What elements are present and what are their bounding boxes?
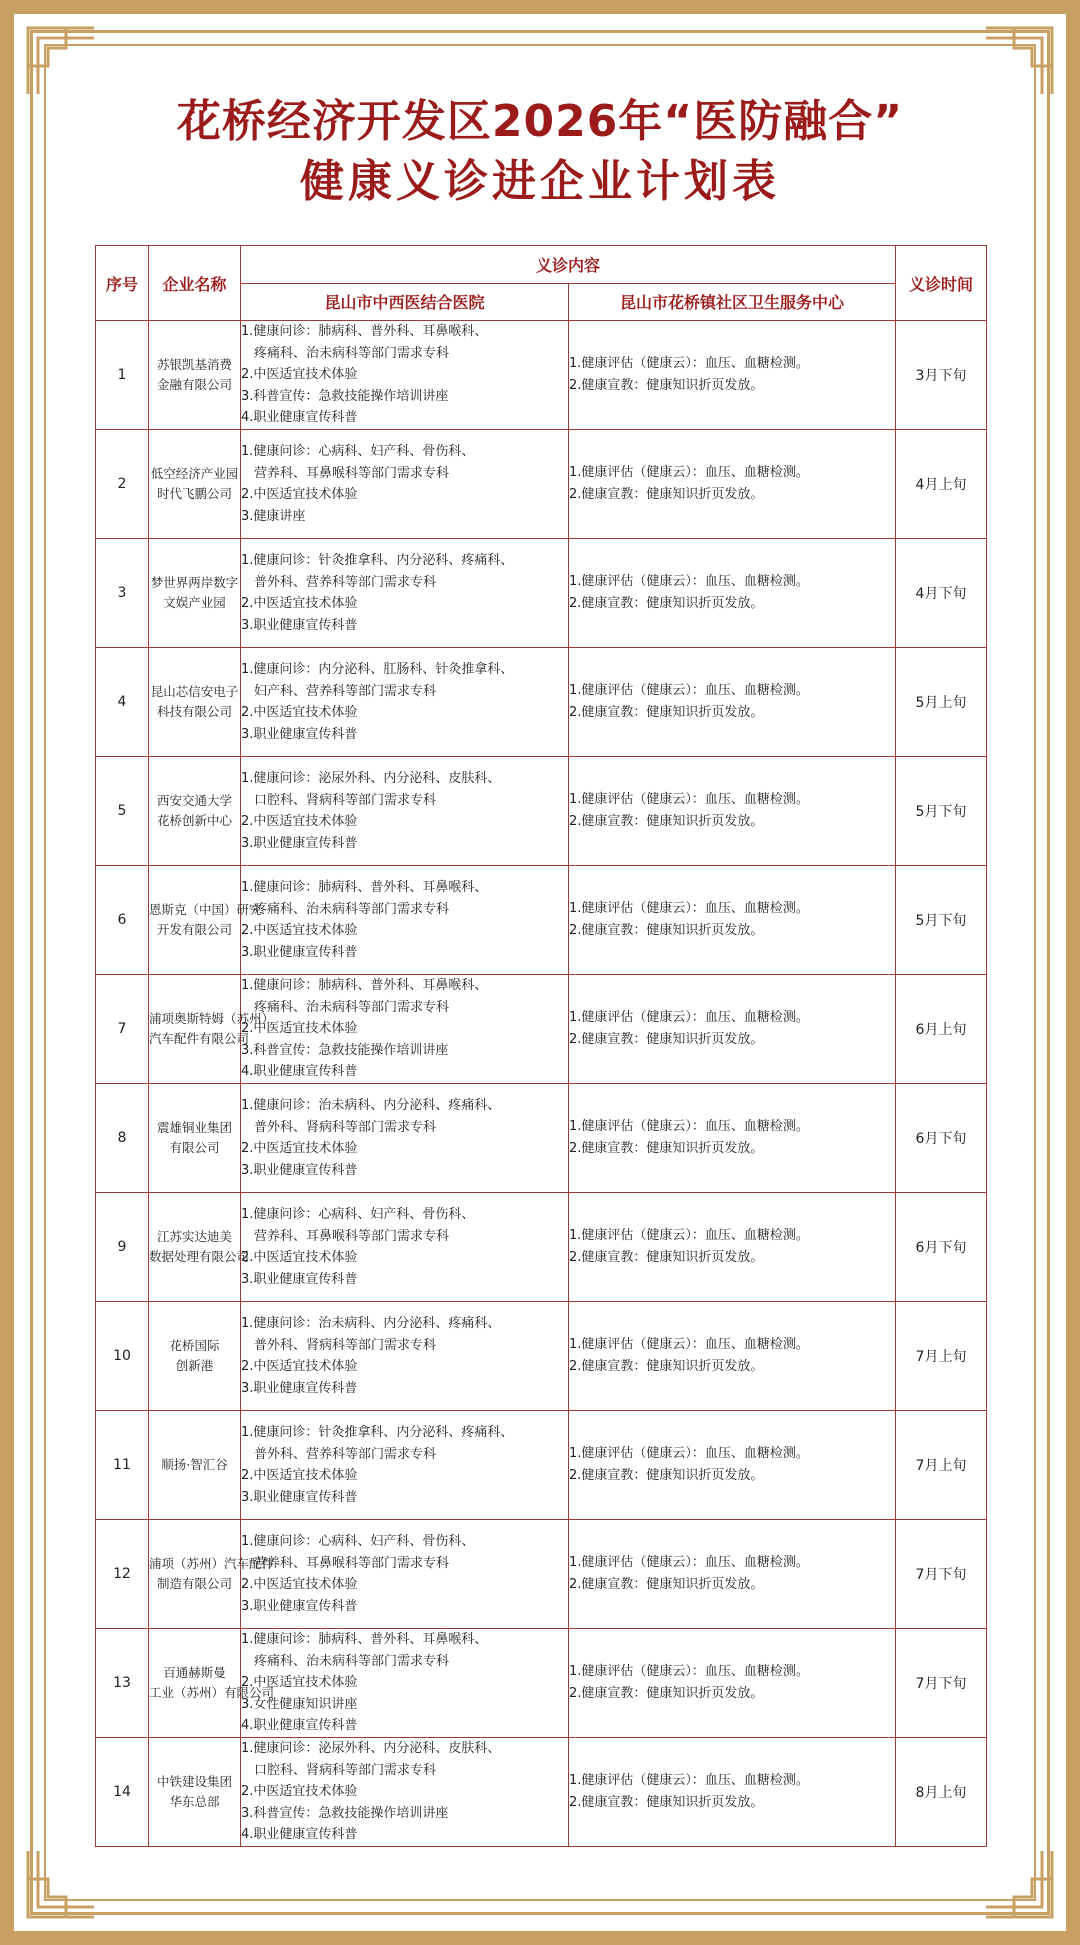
row-time: 5月下旬 <box>896 866 987 975</box>
content-line: 2.健康宣教：健康知识折页发放。 <box>569 1577 764 1592</box>
content-line: 1.健康问诊：心病科、妇产科、骨伤科、 <box>241 444 475 459</box>
row-hospital1-content <box>241 430 569 539</box>
content-line: 1.健康问诊：心病科、妇产科、骨伤科、 <box>241 1534 475 1549</box>
content-line: 1.健康评估（健康云）：血压、血糖检测。 <box>569 1773 809 1788</box>
row-hospital2-content <box>569 539 896 648</box>
content-line: 3.职业健康宣传科普 <box>241 1489 358 1505</box>
company-name-line: 江苏实达迪美 <box>156 1229 232 1244</box>
row-seq: 9 <box>96 1193 149 1302</box>
row-time: 7月下旬 <box>896 1629 987 1738</box>
content-line: 2.中医适宜技术体验 <box>241 1359 358 1374</box>
table-row <box>96 321 987 430</box>
content-line: 1.健康问诊：泌尿外科、内分泌科、皮肤科、 <box>241 771 501 786</box>
row-hospital1-content <box>241 648 569 757</box>
table-row <box>96 539 987 648</box>
row-hospital1-content <box>241 1302 569 1411</box>
corner-ornament-icon <box>984 26 1054 96</box>
row-company <box>149 539 241 648</box>
content-line: 1.健康问诊：心病科、妇产科、骨伤科、 <box>241 1207 475 1222</box>
content-line: 3.职业健康宣传科普 <box>241 1380 358 1396</box>
content-line: 2.中医适宜技术体验 <box>241 596 358 611</box>
content-line: 1.健康评估（健康云）：血压、血糖检测。 <box>569 1337 809 1352</box>
content-line: 4.职业健康宣传科普 <box>241 410 358 426</box>
company-name-line: 西安交通大学 <box>156 793 232 808</box>
content-line: 普外科、营养科等部门需求专科 <box>254 1446 437 1462</box>
row-hospital1-content <box>241 757 569 866</box>
company-name-line: 昆山芯信安电子 <box>150 684 239 699</box>
row-hospital2-content <box>569 1738 896 1847</box>
company-name-line: 梦世界两岸数字 <box>150 575 239 590</box>
content-line: 3.职业健康宣传科普 <box>241 1162 358 1178</box>
row-seq: 5 <box>96 757 149 866</box>
content-line: 普外科、营养科等部门需求专科 <box>254 574 437 590</box>
company-name-line: 开发有限公司 <box>156 922 232 937</box>
content-line: 2.中医适宜技术体验 <box>241 1784 358 1800</box>
page-title-line1: 花桥经济开发区2026年“医防融合” <box>176 96 904 147</box>
row-seq: 7 <box>96 975 149 1084</box>
row-seq: 14 <box>96 1738 149 1847</box>
row-hospital1-content <box>241 1411 569 1520</box>
row-seq: 11 <box>96 1411 149 1520</box>
content-line: 2.健康宣教：健康知识折页发放。 <box>569 1032 764 1047</box>
header-company: 企业名称 <box>149 246 241 321</box>
content-line: 2.中医适宜技术体验 <box>241 1141 358 1156</box>
content-line: 4.职业健康宣传科普 <box>241 1718 358 1734</box>
content-line: 1.健康评估（健康云）：血压、血糖检测。 <box>569 1119 809 1134</box>
row-hospital1-content <box>241 975 569 1084</box>
corner-ornament-icon <box>26 1849 96 1919</box>
row-seq: 10 <box>96 1302 149 1411</box>
row-time: 4月上旬 <box>896 430 987 539</box>
content-line: 1.健康问诊：治未病科、内分泌科、疼痛科、 <box>241 1098 501 1113</box>
content-line: 营养科、耳鼻喉科等部门需求专科 <box>254 1555 450 1571</box>
content-line: 3.健康讲座 <box>241 508 306 524</box>
row-hospital1-content <box>241 1193 569 1302</box>
row-company <box>149 757 241 866</box>
content-line: 1.健康评估（健康云）：血压、血糖检测。 <box>569 1446 809 1461</box>
row-company <box>149 430 241 539</box>
company-name-line: 百通赫斯曼 <box>163 1665 226 1680</box>
content-line: 1.健康问诊：肺病科、普外科、耳鼻喉科、 <box>241 880 488 895</box>
row-time: 7月上旬 <box>896 1411 987 1520</box>
row-time: 4月下旬 <box>896 539 987 648</box>
content-line: 2.健康宣教：健康知识折页发放。 <box>569 1141 764 1156</box>
company-name-line: 制造有限公司 <box>156 1576 232 1591</box>
content-line: 1.健康问诊：肺病科、普外科、耳鼻喉科、 <box>241 324 488 340</box>
table-row <box>96 757 987 866</box>
content-line: 疼痛科、治未病科等部门需求专科 <box>254 999 450 1015</box>
table-row <box>96 1193 987 1302</box>
company-name-line: 数据处理有限公司 <box>149 1249 250 1264</box>
content-line: 2.中医适宜技术体验 <box>241 923 358 938</box>
company-name-line: 有限公司 <box>169 1140 220 1155</box>
content-line: 1.健康评估（健康云）：血压、血糖检测。 <box>569 901 809 916</box>
content-line: 2.中医适宜技术体验 <box>241 1468 358 1483</box>
row-time: 3月下旬 <box>896 321 987 430</box>
content-line: 2.健康宣教：健康知识折页发放。 <box>569 1250 764 1265</box>
content-line: 3.科普宣传：急救技能操作培训讲座 <box>241 388 449 404</box>
row-hospital1-content <box>241 1738 569 1847</box>
content-line: 3.科普宣传：急救技能操作培训讲座 <box>241 1805 449 1821</box>
row-hospital2-content <box>569 1302 896 1411</box>
row-time: 8月上旬 <box>896 1738 987 1847</box>
content-line: 3.女性健康知识讲座 <box>241 1696 358 1712</box>
content-line: 2.中医适宜技术体验 <box>241 1021 358 1037</box>
content-line: 1.健康问诊：针灸推拿科、内分泌科、疼痛科、 <box>241 553 514 568</box>
company-name-line: 科技有限公司 <box>156 704 232 719</box>
content-line: 1.健康问诊：内分泌科、肛肠科、针灸推拿科、 <box>241 662 514 677</box>
content-line: 1.健康评估（健康云）：血压、血糖检测。 <box>569 356 809 371</box>
company-name-line: 浦项（苏州）汽车配件 <box>149 1556 275 1571</box>
content-line: 3.职业健康宣传科普 <box>241 835 358 851</box>
row-company <box>149 648 241 757</box>
content-line: 2.中医适宜技术体验 <box>241 1250 358 1265</box>
content-line: 2.中医适宜技术体验 <box>241 367 358 383</box>
content-line: 1.健康问诊：肺病科、普外科、耳鼻喉科、 <box>241 1632 488 1648</box>
row-seq: 13 <box>96 1629 149 1738</box>
content-line: 2.中医适宜技术体验 <box>241 1675 358 1691</box>
row-seq: 3 <box>96 539 149 648</box>
content-line: 2.健康宣教：健康知识折页发放。 <box>569 1795 764 1810</box>
row-hospital1-content <box>241 1084 569 1193</box>
row-seq: 6 <box>96 866 149 975</box>
row-hospital2-content <box>569 648 896 757</box>
row-hospital1-content <box>241 539 569 648</box>
corner-ornament-icon <box>984 1849 1054 1919</box>
row-hospital2-content <box>569 1520 896 1629</box>
row-hospital2-content <box>569 1084 896 1193</box>
row-time: 7月上旬 <box>896 1302 987 1411</box>
company-name-line: 时代飞鹏公司 <box>156 486 232 501</box>
row-time: 6月下旬 <box>896 1084 987 1193</box>
content-line: 1.健康评估（健康云）：血压、血糖检测。 <box>569 574 809 589</box>
row-time: 6月下旬 <box>896 1193 987 1302</box>
content-line: 2.健康宣教：健康知识折页发放。 <box>569 1468 764 1483</box>
header-hospital1: 昆山市中西医结合医院 <box>241 283 569 321</box>
content-line: 普外科、肾病科等部门需求专科 <box>254 1119 437 1135</box>
row-hospital2-content <box>569 1411 896 1520</box>
content-line: 3.职业健康宣传科普 <box>241 617 358 633</box>
content-line: 1.健康问诊：肺病科、普外科、耳鼻喉科、 <box>241 978 488 994</box>
content-line: 2.中医适宜技术体验 <box>241 487 358 502</box>
row-seq: 4 <box>96 648 149 757</box>
content-line: 1.健康评估（健康云）：血压、血糖检测。 <box>569 792 809 807</box>
header-content: 义诊内容 <box>241 246 896 284</box>
row-company <box>149 1411 241 1520</box>
row-hospital2-content <box>569 1193 896 1302</box>
content-line: 1.健康评估（健康云）：血压、血糖检测。 <box>569 1664 809 1679</box>
content-line: 营养科、耳鼻喉科等部门需求专科 <box>254 1228 450 1244</box>
company-name-line: 中铁建设集团 <box>156 1774 232 1789</box>
row-company <box>149 1629 275 1738</box>
corner-ornament-icon <box>26 26 96 96</box>
content-line: 4.职业健康宣传科普 <box>241 1827 358 1843</box>
row-seq: 12 <box>96 1520 149 1629</box>
row-seq: 2 <box>96 430 149 539</box>
company-name-line: 花桥国际 <box>169 1338 220 1353</box>
header-hospital2: 昆山市花桥镇社区卫生服务中心 <box>569 283 896 321</box>
company-name-line: 文娱产业园 <box>163 595 226 610</box>
content-line: 疼痛科、治未病科等部门需求专科 <box>254 901 450 917</box>
content-line: 疼痛科、治未病科等部门需求专科 <box>254 1653 450 1669</box>
company-name-line: 顺扬·智汇谷 <box>161 1457 228 1472</box>
row-company <box>149 975 275 1084</box>
row-hospital2-content <box>569 321 896 430</box>
content-line: 1.健康评估（健康云）：血压、血糖检测。 <box>569 465 809 480</box>
content-line: 妇产科、营养科等部门需求专科 <box>254 683 437 699</box>
row-company <box>149 321 241 430</box>
row-seq: 1 <box>96 321 149 430</box>
content-line: 2.中医适宜技术体验 <box>241 1577 358 1592</box>
table-row <box>96 1738 987 1847</box>
content-line: 2.中医适宜技术体验 <box>241 814 358 829</box>
company-name-line: 花桥创新中心 <box>156 813 232 828</box>
company-name-line: 低空经济产业园 <box>150 466 239 481</box>
company-name-line: 汽车配件有限公司 <box>149 1031 250 1046</box>
company-name-line: 华东总部 <box>169 1794 220 1809</box>
content-line: 普外科、肾病科等部门需求专科 <box>254 1337 437 1353</box>
content-line: 1.健康评估（健康云）：血压、血糖检测。 <box>569 1010 809 1025</box>
row-company <box>149 1084 241 1193</box>
content-line: 2.健康宣教：健康知识折页发放。 <box>569 923 764 938</box>
content-line: 1.健康评估（健康云）：血压、血糖检测。 <box>569 1228 809 1243</box>
company-name-line: 恩斯克（中国）研究 <box>149 902 262 917</box>
content-line: 口腔科、肾病科等部门需求专科 <box>254 1762 437 1778</box>
content-line: 1.健康评估（健康云）：血压、血糖检测。 <box>569 1555 809 1570</box>
content-line: 3.职业健康宣传科普 <box>241 944 358 960</box>
table-row <box>96 975 987 1084</box>
content-line: 2.健康宣教：健康知识折页发放。 <box>569 1686 764 1701</box>
table-row <box>96 1302 987 1411</box>
content-line: 疼痛科、治未病科等部门需求专科 <box>254 345 450 361</box>
table-row <box>96 1520 987 1629</box>
table-row <box>96 1629 987 1738</box>
content-line: 1.健康问诊：泌尿外科、内分泌科、皮肤科、 <box>241 1741 501 1757</box>
content-line: 2.健康宣教：健康知识折页发放。 <box>569 705 764 720</box>
content-line: 1.健康评估（健康云）：血压、血糖检测。 <box>569 683 809 698</box>
row-hospital1-content <box>241 866 569 975</box>
content-line: 3.职业健康宣传科普 <box>241 1271 358 1287</box>
content-line: 2.健康宣教：健康知识折页发放。 <box>569 378 764 393</box>
plan-table <box>95 245 987 1847</box>
content-line: 2.健康宣教：健康知识折页发放。 <box>569 1359 764 1374</box>
row-hospital2-content <box>569 1629 896 1738</box>
row-hospital1-content <box>241 1520 569 1629</box>
row-hospital2-content <box>569 975 896 1084</box>
row-hospital1-content <box>241 321 569 430</box>
table-row <box>96 430 987 539</box>
company-name-line: 创新港 <box>175 1358 214 1373</box>
content-line: 营养科、耳鼻喉科等部门需求专科 <box>254 465 450 481</box>
company-name-line: 苏银凯基消费 <box>156 357 232 372</box>
row-time: 7月下旬 <box>896 1520 987 1629</box>
company-name-line: 震雄铜业集团 <box>156 1120 232 1135</box>
row-hospital2-content <box>569 430 896 539</box>
content-line: 3.科普宣传：急救技能操作培训讲座 <box>241 1042 449 1058</box>
header-time: 义诊时间 <box>896 246 987 321</box>
row-company <box>149 1302 241 1411</box>
row-company <box>149 866 262 975</box>
content-line: 3.职业健康宣传科普 <box>241 1598 358 1614</box>
content-line: 4.职业健康宣传科普 <box>241 1064 358 1080</box>
row-company <box>149 1193 250 1302</box>
row-hospital2-content <box>569 866 896 975</box>
content-line: 1.健康问诊：针灸推拿科、内分泌科、疼痛科、 <box>241 1425 514 1440</box>
row-time: 5月下旬 <box>896 757 987 866</box>
row-hospital2-content <box>569 757 896 866</box>
page-title-line2: 健康义诊进企业计划表 <box>300 156 780 207</box>
row-seq: 8 <box>96 1084 149 1193</box>
content-line: 2.健康宣教：健康知识折页发放。 <box>569 487 764 502</box>
header-seq: 序号 <box>96 246 149 321</box>
row-company <box>149 1738 241 1847</box>
row-time: 6月上旬 <box>896 975 987 1084</box>
table-row <box>96 1084 987 1193</box>
content-line: 口腔科、肾病科等部门需求专科 <box>254 792 437 808</box>
company-name-line: 浦项奥斯特姆（苏州） <box>149 1011 275 1026</box>
row-hospital1-content <box>241 1629 569 1738</box>
table-row <box>96 866 987 975</box>
content-line: 2.中医适宜技术体验 <box>241 705 358 720</box>
table-row <box>96 1411 987 1520</box>
row-company <box>149 1520 275 1629</box>
content-line: 3.职业健康宣传科普 <box>241 726 358 742</box>
content-line: 1.健康问诊：治未病科、内分泌科、疼痛科、 <box>241 1316 501 1331</box>
table-row <box>96 648 987 757</box>
content-line: 2.健康宣教：健康知识折页发放。 <box>569 814 764 829</box>
content-line: 2.健康宣教：健康知识折页发放。 <box>569 596 764 611</box>
row-time: 5月上旬 <box>896 648 987 757</box>
company-name-line: 工业（苏州）有限公司 <box>149 1685 275 1700</box>
company-name-line: 金融有限公司 <box>156 377 232 392</box>
